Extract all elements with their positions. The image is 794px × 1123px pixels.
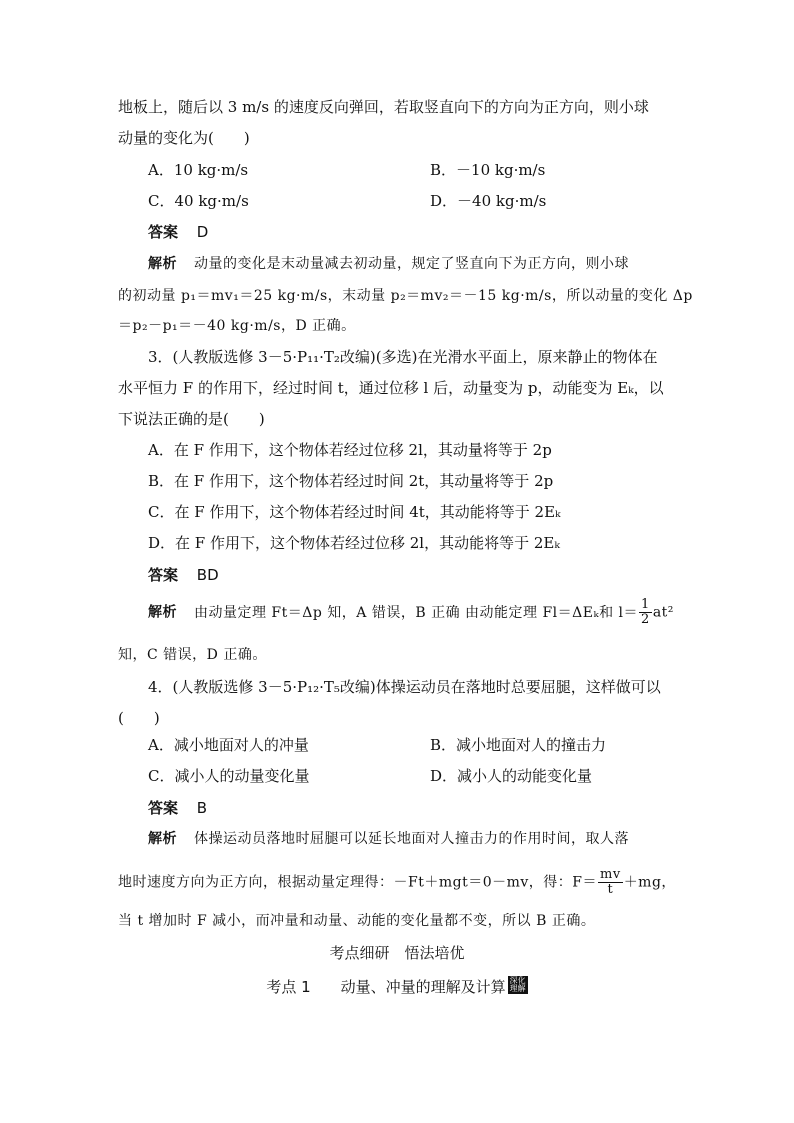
analysis-label: 解析: [148, 604, 177, 621]
q3-answer: [148, 565, 219, 585]
badge-bottom-text: 理解: [509, 984, 526, 993]
q4-answer: [148, 798, 207, 818]
q4-analysis-line3: 当 t 增加时 F 减小，而冲量和动量、动能的变化量都不变，所以 B 正确。: [118, 913, 596, 929]
analysis-text-post: ＋mg，: [623, 874, 676, 891]
analysis-label: 解析: [148, 831, 177, 847]
q4-stem-line2: ( ): [118, 709, 160, 727]
fraction-numerator: 1: [641, 597, 650, 612]
q4-option-d: D．减小人的动能变化量: [430, 767, 593, 785]
answer-value: D: [196, 223, 209, 241]
analysis-text: 地时速度方向为正方向，根据动量定理得：－Ft＋mgt＝0－mv，得：F＝: [118, 874, 598, 891]
fraction-numerator: mv: [600, 867, 621, 882]
fraction: [598, 868, 623, 897]
q3-stem-line3: 下说法正确的是( ): [118, 410, 265, 428]
q4-stem-line1: 4．(人教版选修 3－5·P₁₂·T₅改编)体操运动员在落地时总要屈腿，这样做可以: [148, 678, 661, 696]
q2-answer: [148, 222, 208, 242]
q4-option-c: C．减小人的动量变化量: [148, 767, 310, 785]
q2-stem-line2: 动量的变化为( ): [118, 129, 250, 147]
q2-option-a: A．10 kg·m/s: [148, 161, 249, 179]
q4-option-b: B．减小地面对人的撞击力: [430, 736, 607, 754]
analysis-label: 解析: [148, 256, 177, 272]
q4-analysis-line2: [118, 868, 676, 897]
topic-heading: [0, 976, 794, 997]
answer-label: 答案: [148, 799, 179, 817]
q3-option-d: D．在 F 作用下，这个物体若经过位移 2l，其动能将等于 2Eₖ: [148, 534, 560, 552]
q4-analysis-line1: [148, 829, 629, 849]
q2-analysis-line3: ＝p₂－p₁＝－40 kg·m/s，D 正确。: [118, 318, 356, 334]
fraction: [639, 598, 652, 627]
topic-title: 考点 1 动量、冲量的理解及计算: [266, 978, 506, 996]
answer-label: 答案: [148, 223, 179, 241]
answer-value: BD: [196, 566, 219, 584]
section-heading: 考点细研 悟法培优: [329, 944, 465, 962]
fraction-denominator: t: [607, 882, 614, 897]
analysis-text: 动量的变化是末动量减去初动量，规定了竖直向下为正方向，则小球: [193, 256, 629, 272]
deepen-understanding-badge: [508, 976, 528, 994]
q3-stem-line1: 3．(人教版选修 3－5·P₁₁·T₂改编)(多选)在光滑水平面上，原来静止的物体在: [148, 348, 658, 366]
badge-top-text: 深化: [509, 976, 526, 985]
q2-option-c: C．40 kg·m/s: [148, 192, 249, 210]
q2-analysis-line1: [148, 254, 629, 274]
analysis-text: 体操运动员落地时屈腿可以延长地面对人撞击力的作用时间，取人落: [193, 831, 629, 847]
q2-analysis-line2: 的初动量 p₁＝mv₁＝25 kg·m/s，末动量 p₂＝mv₂＝－15 kg·m/s，所以动量的变化 Δp: [118, 288, 693, 304]
answer-value: B: [196, 799, 208, 817]
q3-analysis-line1: [148, 598, 674, 627]
answer-label: 答案: [148, 566, 179, 584]
q3-option-b: B．在 F 作用下，这个物体若经过时间 2t，其动量将等于 2p: [148, 472, 554, 490]
q2-option-b: B．－10 kg·m/s: [430, 161, 546, 179]
analysis-text: 由动量定理 Ft＝Δp 知，A 错误，B 正确 由动能定理 Fl＝ΔEₖ和 l＝: [193, 604, 639, 621]
q3-stem-line2: 水平恒力 F 的作用下，经过时间 t，通过位移 l 后，动量变为 p，动能变为 Eₖ，以: [118, 379, 664, 397]
fraction-denominator: 2: [641, 612, 650, 627]
q3-option-a: A．在 F 作用下，这个物体若经过位移 2l，其动量将等于 2p: [148, 441, 552, 459]
analysis-text-post: at²: [652, 604, 674, 621]
q3-analysis-line2: 知，C 错误，D 正确。: [118, 647, 267, 663]
q4-option-a: A．减小地面对人的冲量: [148, 736, 309, 754]
q3-option-c: C．在 F 作用下，这个物体若经过时间 4t，其动能将等于 2Eₖ: [148, 503, 561, 521]
q2-option-d: D．－40 kg·m/s: [430, 192, 547, 210]
q2-stem-line1: 地板上，随后以 3 m/s 的速度反向弹回，若取竖直向下的方向为正方向，则小球: [118, 98, 649, 116]
